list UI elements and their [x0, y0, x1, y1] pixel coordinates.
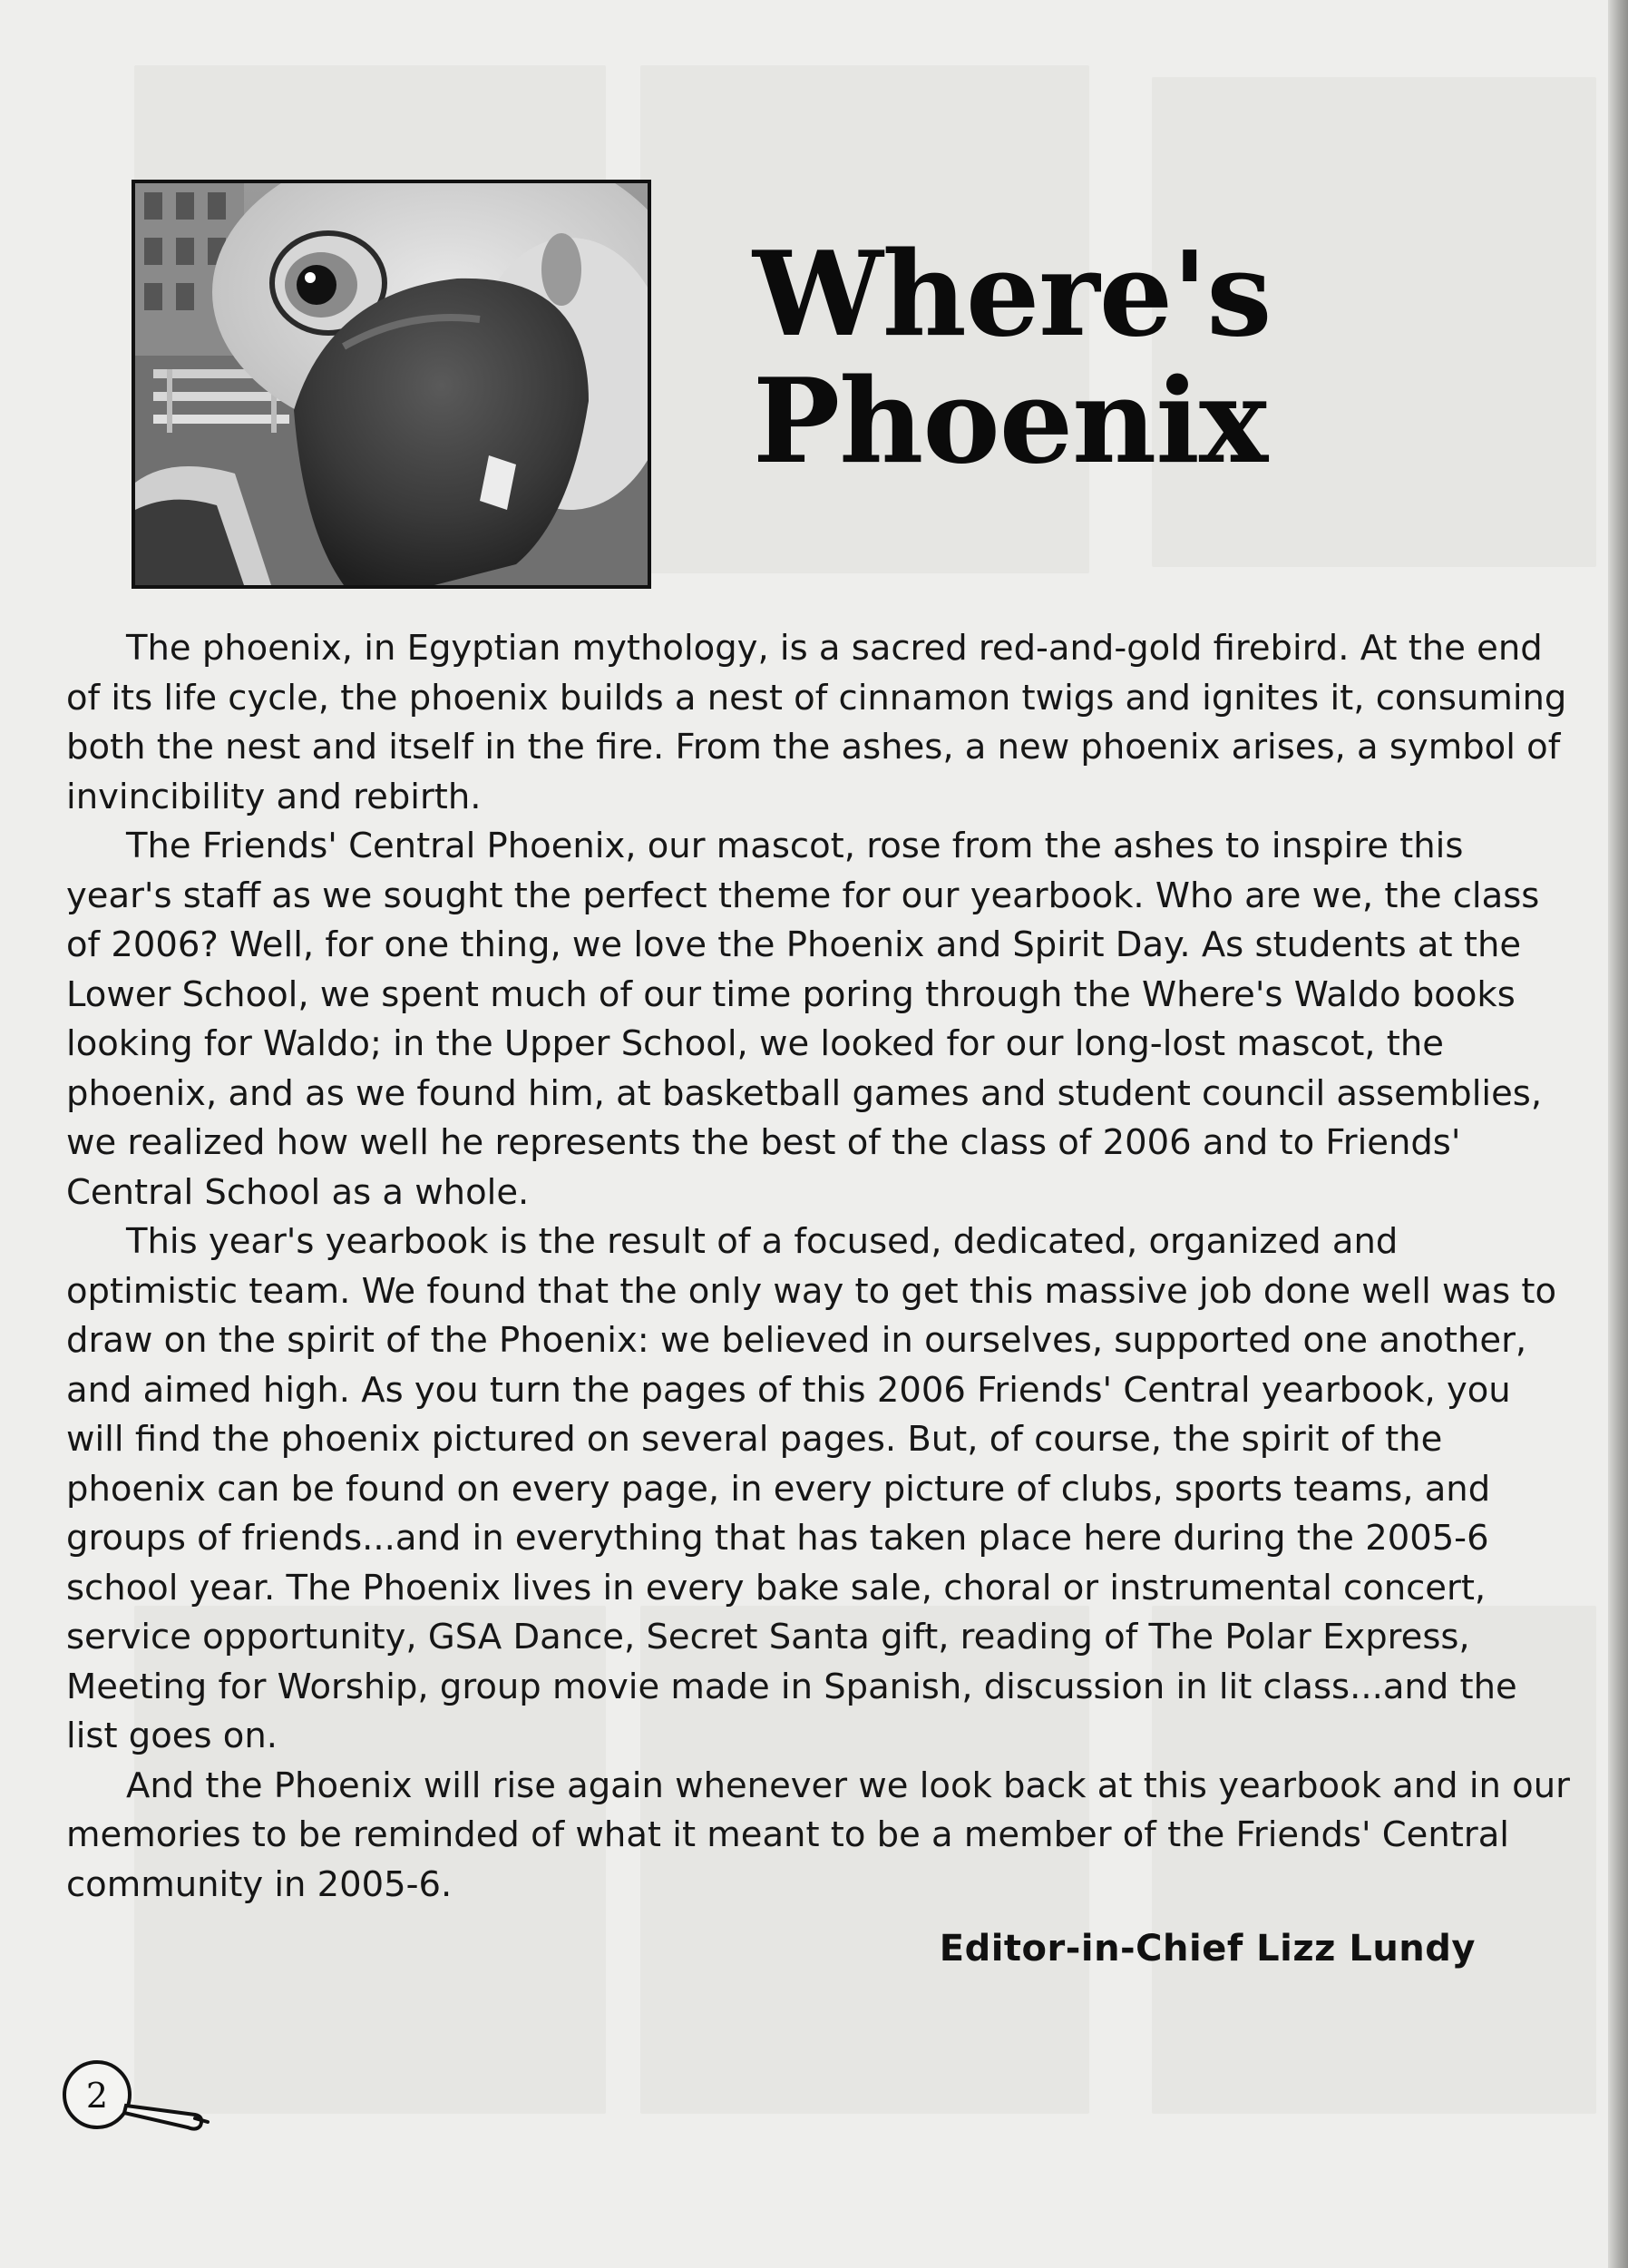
paragraph: This year's yearbook is the result of a focused, dedicated, organized and optimistic team. We found that the only way to get this massive job done well was to draw on the spirit of the Phoenix: we believed in ourselves, supported one another, and aimed high. As you turn the pages of this 2006 Friends' Central yearbook, you will find the phoenix pictured on several pages. But, of course, the spirit of the phoenix can be found on every page, in every picture of clubs, sports teams, and groups of friends...and in everything that has taken place here during the 2005-6 school year. The Phoenix lives in every bake sale, choral or instrumental concert, service opportunity, GSA Dance, Secret Santa gift, reading of The Polar Express, Meeting for Worship, group movie made in Spanish, discussion in lit class...and the list goes on. — [66, 1221, 1557, 1756]
author-signature: Editor-in-Chief Lizz Lundy — [939, 1928, 1476, 1970]
title-line-2: Phoenix — [753, 354, 1268, 490]
article-body — [66, 624, 1572, 1910]
page-number: 2 — [85, 2076, 109, 2116]
phoenix-mascot-photo — [132, 180, 651, 589]
page-binding-edge — [1608, 0, 1628, 2268]
title-line-1: Where's — [753, 227, 1272, 363]
paragraph: The phoenix, in Egyptian mythology, is a sacred red-and-gold firebird. At the end of its life cycle, the phoenix builds a nest of cinnamon twigs and ignites it, consuming both the nest and itself in the fire. From the ashes, a new phoenix arises, a symbol of invincibility and rebirth. — [66, 628, 1567, 817]
page-number-badge — [59, 2055, 258, 2136]
paragraph: The Friends' Central Phoenix, our mascot, rose from the ashes to inspire this year's staff as we sought the perfect theme for our yearbook. Who are we, the class of 2006? Well, for one thing, we love the Phoenix and Spirit Day. As students at the Lower School, we spent much of our time poring through the Where's Waldo books looking for Waldo; in the Upper School, we looked for our long-lost mascot, the phoenix, and as we found him, at basketball games and student council assemblies, we realized how well he represents the best of the class of 2006 and to Friends' Central School as a whole. — [66, 826, 1543, 1213]
paragraph: And the Phoenix will rise again whenever we look back at this yearbook and in our memories to be reminded of what it meant to be a member of the Friends' Central community in 2005-6. — [66, 1765, 1570, 1905]
magnifying-glass-icon — [59, 2055, 258, 2136]
page-title — [753, 227, 1406, 490]
